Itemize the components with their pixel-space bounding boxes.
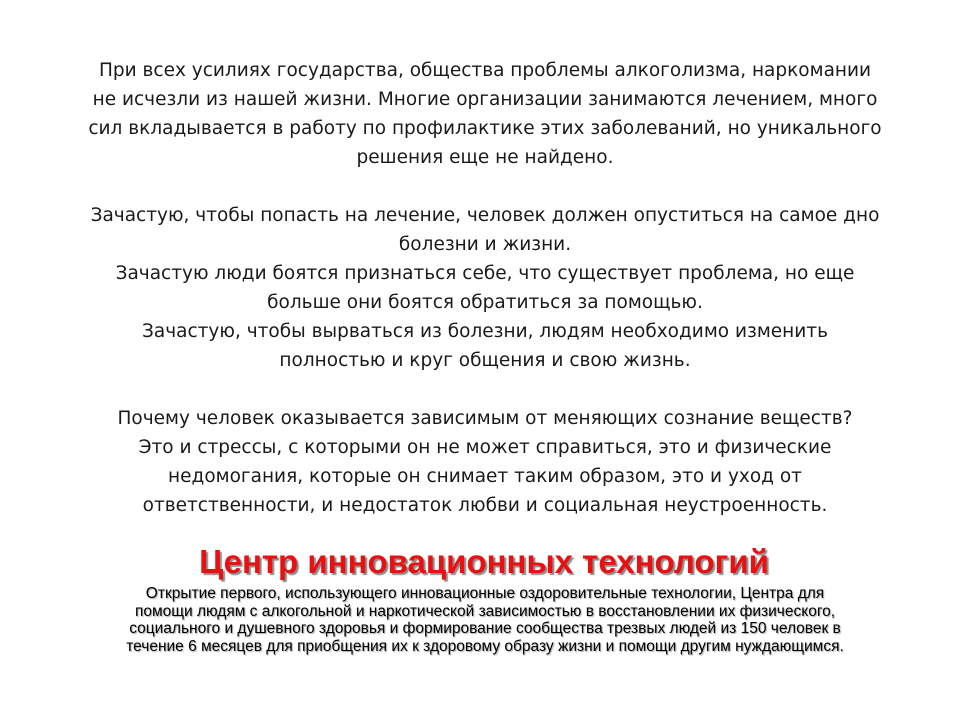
paragraph-2-line-6: полностью и круг общения и свою жизнь. — [279, 350, 691, 371]
paragraph-2-line-5: Зачастую, чтобы вырваться из болезни, людям необходимо изменить — [142, 321, 828, 342]
paragraph-3-line-3: недомогания, которые он снимает таким образом, это и уход от — [168, 466, 802, 487]
paragraph-1-line-3: сил вкладывается в работу по профилактике этих заболеваний, но уникального — [88, 118, 882, 139]
paragraph-3-line-2: Это и стрессы, с которыми он не может справиться, это и физические — [138, 437, 832, 458]
description-line-3: социального и душевного здоровья и формирование сообщества трезвых людей из 150 человек в — [129, 620, 841, 637]
paragraph-2-line-2: болезни и жизни. — [398, 234, 572, 255]
paragraph-1-line-4: решения еще не найдено. — [356, 147, 614, 168]
paragraph-spacer — [60, 375, 910, 404]
description-line-4: течение 6 месяцев для приобщения их к здоровому образу жизни и помощи другим нуждающимся. — [126, 637, 844, 655]
paragraph-2-line-4: больше они боятся обратиться за помощью. — [267, 292, 703, 313]
paragraph-3-line-4: ответственности, и недостаток любви и социальная неустроенность. — [142, 495, 828, 516]
description-line-1: Открытие первого, использующего инновационные оздоровительные технологии, Центра для — [145, 585, 825, 602]
description-text — [40, 585, 930, 655]
main-text — [60, 56, 910, 520]
paragraph-2-line-1: Зачастую, чтобы попасть на лечение, человек должен опуститься на самое дно — [90, 205, 880, 226]
paragraph-2-line-3: Зачастую люди боятся признаться себе, что существует проблема, но еще — [115, 263, 855, 284]
paragraph-spacer — [60, 172, 910, 201]
paragraph-3-line-1: Почему человек оказывается зависимым от меняющих сознание веществ? — [117, 408, 853, 429]
center-title: Центр инновационных технологий — [199, 543, 769, 580]
description-line-2: помощи людям с алкогольной и наркотической зависимостью в восстановлении их физического, — [134, 602, 836, 620]
paragraph-1-line-1: При всех усилиях государства, общества проблемы алкоголизма, наркомании — [98, 60, 872, 81]
paragraph-1-line-2: не исчезли из нашей жизни. Многие организации занимаются лечением, много — [92, 89, 878, 110]
